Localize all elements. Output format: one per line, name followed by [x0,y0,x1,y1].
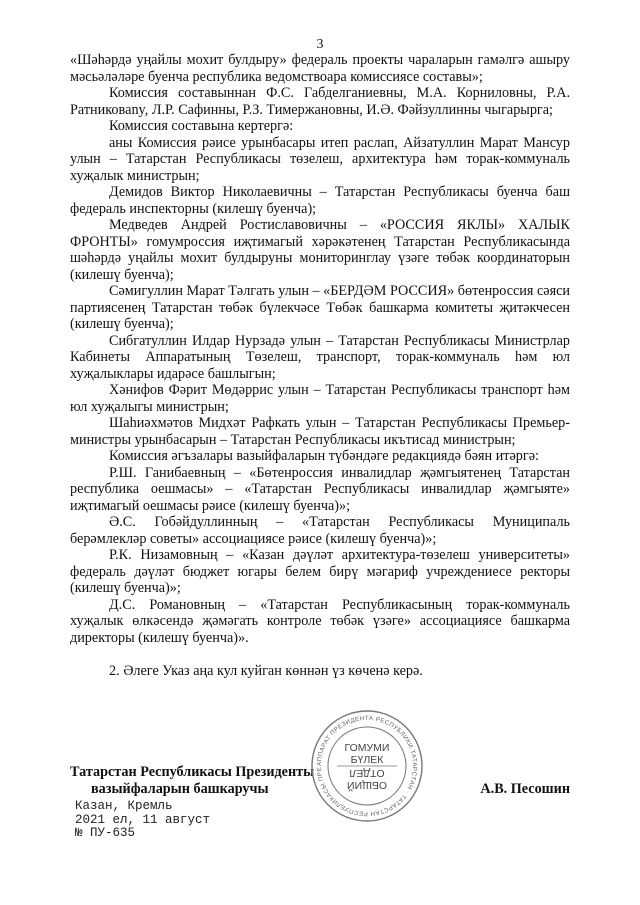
stamp-line-2: БҮЛЕК [350,754,384,766]
item-2-paragraph: 2. Әлеге Указ аңа кул куйган көннән үз көченә керә. [109,663,423,679]
date: 2021 ел, 11 август [75,812,211,827]
paragraph: Д.С. Романовның – «Татарстан Республикасының торак-коммуналь хуҗалык өлкәсендә җәмәгать контроле төбәк үзәге» ассоциациясе башкарма директоры (килешү буенча)». [70,596,570,646]
signatory-name: А.В. Песошин [480,781,570,797]
paragraph: Шаһиәхмәтов Мидхәт Рафкать улын – Татарстан Республикасы Премьер-министры урынбасарын – Татарстан Республикасы икътисад министрын; [70,415,570,448]
stamp-line-1: ГОМУМИ [344,742,390,754]
paragraph: Сәмигуллин Марат Тәлгать улын – «БЕРДӘМ РОССИЯ» бөтенроссия сәяси партиясенең Татарстан төбәк бүлекчәсе Төбәк башкарма комитеты җитәкчесен (килешү буенча); [70,283,570,332]
stamp-seal-icon [309,708,425,824]
page-number: 3 [316,37,324,52]
signatory-title [70,764,314,798]
document-body [70,52,570,680]
paragraph: «Шәһәрдә уңайлы мохит булдыру» федераль проекты чараларын гамәлгә ашыру мәсьәләләре буенча республика ведомствоара комиссиясе составы»; [70,52,570,85]
place-date-number [75,800,210,841]
place: Казан, Кремль [75,799,173,813]
signatory-title-line-2: вазыйфаларын башкаручы [91,781,269,797]
paragraph: Р.Ш. Ганибаевның – «Бөтенроссия инвалидлар җәмгыятенең Татарстан республика оешмасы» – «Татарстан Республикасы инвалидлар җәмгыяте» иҗтимагый оешмасы рәисе (килешү буенча)»; [70,464,570,514]
paragraph: Сибгатуллин Илдар Нурзадә улын – Татарстан Республикасы Министрлар Кабинеты Аппаратының Төзелеш, транспорт, торак-коммуналь һәм юл хуҗалыклары идарәсе башлыгын; [70,332,570,382]
stamp-line-3: ОТДЕЛ [349,767,385,779]
paragraph: Комиссия составына кертергә: [109,118,294,134]
stamp-line-4: ОБЩИЙ [347,779,387,791]
stamp-ring-text: АППАРАТ ПРЕЗИДЕНТА РЕСПУБЛИКИ ТАТАРСТАН · ТАТАРСТАН РЕСПУБЛИКАСЫ ПРЕ [315,714,419,818]
paragraph: Комиссия составыннан Ф.С. Габделганиевны, М.А. Корниловны, Р.А. Ратниковany, Л.Р. Сафинны, Р.З. Тимержановны, И.Ә. Фәйзуллинны чыгарырга; [70,85,570,118]
paragraph: аны Комиссия рәисе урынбасары итеп раслап, Айзатуллин Марат Мансур улын – Татарстан Республикасы төзелеш, архитектура һәм торак-коммуналь хуҗалык министрын; [70,134,570,184]
signatory-title-line-1: Татарстан Республикасы Президенты [70,764,315,780]
paragraph: Демидов Виктор Николаевичны – Татарстан Республикасы буенча баш федераль инспекторны (килешү буенча); [70,184,570,217]
paragraph: Комиссия әгъзалары вазыйфаларын түбәндәге редакциядә бәян итәргә: [109,448,539,464]
decree-number: № ПУ-635 [75,826,136,840]
official-stamp [309,708,425,824]
paragraph: Медведев Андрей Ростиславовичны – «РОССИЯ ЯКЛЫ» ХАЛЫК ФРОНТЫ» гомумроссия иҗтимагый хәрәкәтенең Татарстан Республикасында шәһәрдә уңайлы мохит булдыруны мониторинглау үзәге төбәк координаторын (килешү буенча); [70,217,570,283]
paragraph: Р.К. Низамовның – «Казан дәүләт архитектура-төзелеш университеты» федераль дәүләт бюджет югары белем бирү мәгариф учреждениесе ректоры (килешү буенча)»; [70,547,570,596]
paragraph: Ә.С. Гобәйдуллинның – «Татарстан Республикасы Муниципаль берәмлекләр советы» ассоциациясе рәисе (килешү буенча)»; [70,514,570,547]
paragraph: Хәнифов Фәрит Мөдәррис улын – Татарстан Республикасы транспорт һәм юл хуҗалыгы министрын; [70,382,570,415]
